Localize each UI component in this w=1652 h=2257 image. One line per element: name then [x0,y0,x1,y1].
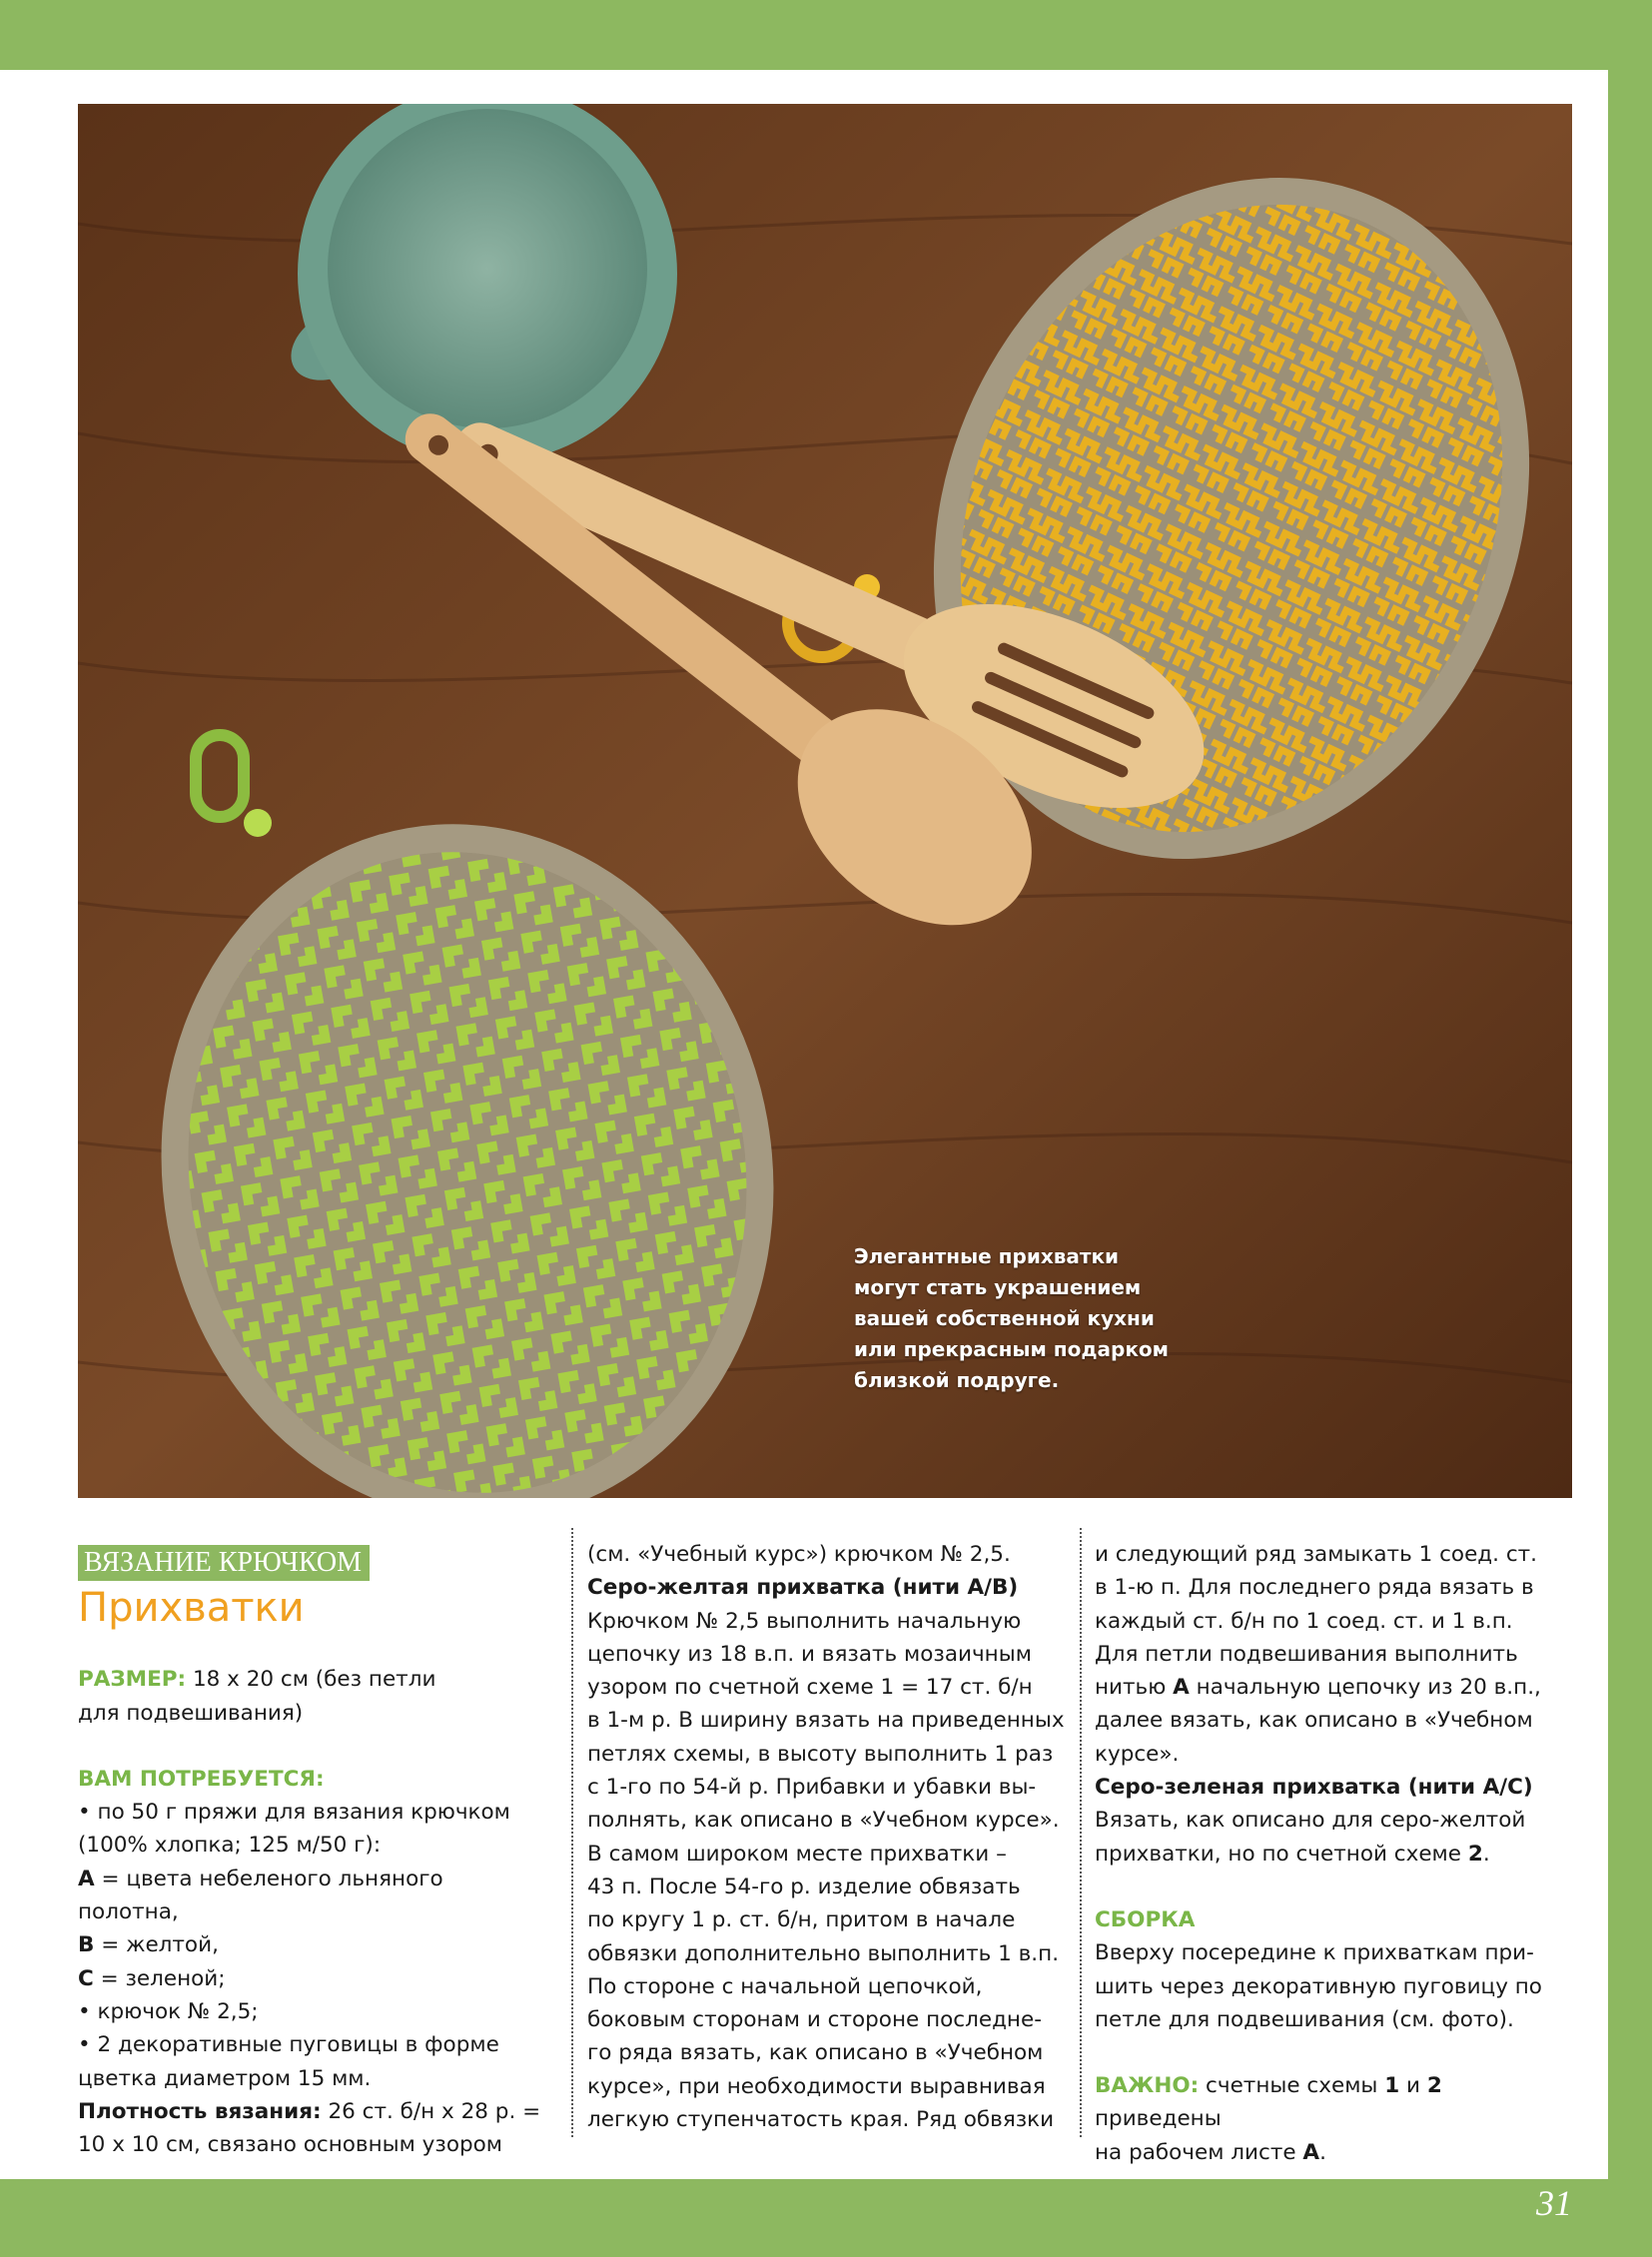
article-title: Прихватки [78,1585,305,1632]
text-line: обвязки дополнительно выполнить 1 в.п. [587,1940,1060,1966]
text-line: по кругу 1 р. ст. б/н, притом в начале [587,1907,1016,1933]
text-line: в 1-ю п. Для последнего ряда вязать в [1095,1575,1534,1601]
text-line: полнять, как описано в «Учебном курсе». [587,1808,1060,1834]
text-line: Вязать, как описано для серо-желтой [1095,1808,1526,1834]
page-number: 31 [1536,2183,1572,2223]
text-line: цепочку из 18 в.п. и вязать мозаичным [587,1641,1032,1667]
yarn-b-line: B = желтой, [78,1932,219,1958]
column-divider [1080,1528,1082,2137]
column-3 [1095,1538,1574,2169]
photo-caption [854,1241,1184,1396]
text-line: Вверху посередине к прихваткам при- [1095,1940,1534,1966]
text-line: курсе». [1095,1741,1180,1767]
text-line: каждый ст. б/н по 1 соед. ст. и 1 в.п. [1095,1608,1513,1634]
important-label: ВАЖНО: [1095,2073,1200,2099]
section-band: ВЯЗАНИЕ КРЮЧКОМ [78,1545,370,1581]
caption-line: Элегантные прихватки [854,1244,1120,1268]
materials-line: (100% хлопка; 125 м/50 г): [78,1833,382,1859]
text-line: петле для подвешивания (см. фото). [1095,2006,1514,2032]
text-line: го ряда вязать, как описано в «Учебном [587,2040,1044,2066]
text-line: прихватки, но по счетной схеме 2. [1095,1841,1490,1867]
yarn-b-key: B [78,1932,95,1958]
text-line: 43 п. После 54-го р. изделие обвязать [587,1874,1021,1899]
gauge-line-2: 10 х 10 см, связано основным узором [78,2132,503,2158]
yarn-c-key: C [78,1965,94,1991]
yarn-a-line: A = цвета небеленого льняного полотна, [78,1866,443,1925]
size-label: РАЗМЕР: [78,1667,187,1693]
caption-line: близкой подруге. [854,1368,1060,1392]
kitchen-photo [78,104,1572,1498]
text-line: шить через декоративную пуговицу по [1095,1973,1542,1999]
gauge-label: Плотность вязания: [78,2098,322,2124]
yarn-a-key: A [78,1866,95,1891]
text-line: Крючком № 2,5 выполнить начальную [587,1608,1022,1634]
text-line: (см. «Учебный курс») крючком № 2,5. [587,1542,1011,1567]
text-line: По стороне с начальной цепочкой, [587,1973,983,1999]
text-line: курсе», при необходимости выравнивая [587,2073,1046,2099]
text-line: в 1-м р. В ширину вязать на приведенных [587,1708,1065,1734]
text-line: далее вязать, как описано в «Учебном [1095,1708,1533,1734]
buttons-line: • 2 декоративные пуговицы в форме [78,2032,499,2058]
hook-line: • крючок № 2,5; [78,1998,259,2024]
yellow-potholder-heading: Серо-желтая прихватка (нити A/B) [587,1575,1019,1601]
size-line [78,1663,547,1696]
gauge-line: Плотность вязания: 26 ст. б/н х 28 р. = [78,2098,541,2124]
size-value: 18 х 20 см (без петли [186,1667,436,1693]
important-line: ВАЖНО: счетные схемы 1 и 2 приведены [1095,2073,1442,2132]
materials-line: • по 50 г пряжи для вязания крючком [78,1800,510,1826]
text-line: легкую ступенчатость края. Ряд обвязки [587,2107,1055,2133]
assembly-label: СБОРКА [1095,1906,1196,1932]
text-line: боковым сторонам и стороне последне- [587,2007,1042,2033]
text-line: Для петли подвешивания выполнить [1095,1641,1518,1667]
caption-line: или прекрасным подарком [854,1337,1169,1361]
buttons-line-2: цветка диаметром 15 мм. [78,2065,372,2091]
yarn-c-line: C = зеленой; [78,1965,226,1991]
important-line-2: на рабочем листе A. [1095,2139,1326,2165]
text-line: узором по счетной схеме 1 = 17 ст. б/н [587,1675,1033,1701]
text-line: с 1-го по 54-й р. Прибавки и убавки вы- [587,1775,1037,1801]
column-divider [571,1528,573,2137]
text-line: и следующий ряд замыкать 1 соед. ст. [1095,1542,1538,1567]
text-line: нитью A начальную цепочку из 20 в.п., [1095,1675,1541,1701]
column-1 [78,1538,547,2161]
text-line: петлях схемы, в высоту выполнить 1 раз [587,1741,1054,1767]
column-2 [587,1538,1077,2136]
materials-label: ВАМ ПОТРЕБУЕТСЯ: [78,1766,325,1792]
text-line: В самом широком месте прихватки – [587,1841,1007,1867]
green-potholder-heading: Серо-зеленая прихватка (нити A/C) [1095,1775,1533,1801]
caption-line: могут стать украшением [854,1275,1142,1299]
caption-line: вашей собственной кухни [854,1306,1155,1330]
size-line-2: для подвешивания) [78,1700,304,1726]
